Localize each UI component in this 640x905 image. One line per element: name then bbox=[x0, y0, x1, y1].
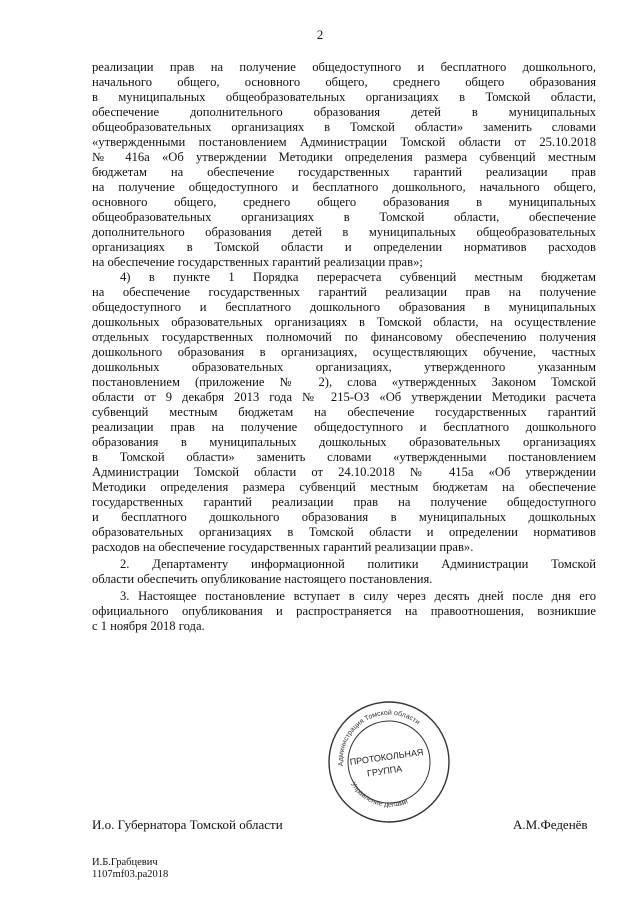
stamp-text-line2: ГРУППА bbox=[366, 763, 403, 779]
text-line: области от 9 декабря 2013 года № 215-ОЗ «Об утверждении Методики расчета bbox=[92, 390, 596, 404]
stamp-text-line1: ПРОТОКОЛЬНАЯ bbox=[349, 746, 425, 768]
text-line: дополнительного образования детей в муниципальных общеобразовательных bbox=[92, 225, 596, 239]
page-number: 2 bbox=[316, 27, 324, 42]
text-line: дошкольного образования в организациях, осуществляющих обучение, частных bbox=[92, 345, 596, 359]
text-line: области обеспечить опубликование настоящего постановления. bbox=[92, 572, 433, 586]
text-line: расходов на обеспечение государственных гарантий реализации прав». bbox=[92, 540, 474, 554]
text-line: Администрации Томской области от 24.10.2018 № 415а «Об утверждении bbox=[92, 465, 596, 479]
text-line: 3. Настоящее постановление вступает в силу через десять дней после дня его bbox=[120, 589, 596, 603]
text-line: начального общего, основного общего, среднего общего образования bbox=[92, 75, 596, 89]
text-line: 2. Департаменту информационной политики Администрации Томской bbox=[120, 557, 596, 571]
text-line: организациях в Томской области и определении нормативов расходов bbox=[92, 240, 596, 254]
text-line: реализации прав на получение общедоступного и бесплатного дошкольного bbox=[92, 420, 596, 434]
text-line: обеспечение дополнительного образования детей в муниципальных bbox=[92, 105, 596, 119]
text-line: основного общего, среднего общего образования в муниципальных bbox=[92, 195, 596, 209]
text-line: 4) в пункте 1 Порядка перерасчета субвенций местным бюджетам bbox=[120, 270, 596, 284]
text-line: бюджетам на обеспечение государственных гарантий реализации прав bbox=[92, 165, 596, 179]
stamp-ring-bottom: Управление делами bbox=[349, 781, 409, 809]
signatory-position: И.о. Губернатора Томской области bbox=[92, 817, 283, 832]
executor-block bbox=[92, 857, 168, 881]
stamp-ring-top: Администрация Томской области bbox=[337, 709, 421, 767]
text-line: общеобразовательных организациях в Томской области, обеспечение bbox=[92, 210, 596, 224]
text-line: образовательных организациях в Томской области и определении нормативов bbox=[92, 525, 596, 539]
text-line: и бесплатного дошкольного образования в муниципальных дошкольных bbox=[92, 510, 596, 524]
text-line: на обеспечение государственных гарантий реализации прав на получение bbox=[92, 285, 596, 299]
text-line: реализации прав на получение общедоступного и бесплатного дошкольного, bbox=[92, 60, 596, 74]
text-line: официального опубликования и распространяется на правоотношения, возникшие bbox=[92, 604, 596, 618]
text-line: субвенций местным бюджетам на обеспечение государственных гарантий bbox=[92, 405, 596, 419]
stamp-seal bbox=[323, 696, 453, 826]
signatory-name: А.М.Феденёв bbox=[513, 817, 588, 832]
text-line: Методики определения размера субвенций местным бюджетам на обеспечение bbox=[92, 480, 596, 494]
text-line: общеобразовательных организациях в Томской области» заменить словами bbox=[92, 120, 596, 134]
svg-text:Управление делами bbox=[349, 781, 409, 808]
text-line: в Томской области» заменить словами «утвержденными постановлением bbox=[92, 450, 596, 464]
executor-name: И.Б.Грабцевич bbox=[92, 857, 158, 868]
text-line: отдельных государственных полномочий по финансовому обеспечению получения bbox=[92, 330, 596, 344]
text-line: дошкольных образовательных организациях, утвержденного указанным bbox=[92, 360, 596, 374]
text-line: общедоступного и бесплатного дошкольного образования в муниципальных bbox=[92, 300, 596, 314]
text-line: в муниципальных общеобразовательных организациях в Томской области, bbox=[92, 90, 596, 104]
text-line: № 416а «Об утверждении Методики определения размера субвенций местным bbox=[92, 150, 596, 164]
text-line: на получение общедоступного и бесплатного дошкольного, начального общего, bbox=[92, 180, 596, 194]
text-line: государственных гарантий реализации прав на получение общедоступного bbox=[92, 495, 596, 509]
text-line: постановлением (приложение № 2), слова «утвержденных Законом Томской bbox=[92, 375, 596, 389]
text-line: с 1 ноября 2018 года. bbox=[92, 619, 205, 633]
text-line: образования в муниципальных дошкольных образовательных организациях bbox=[92, 435, 596, 449]
text-line: «утвержденными постановлением Администрации Томской области от 25.10.2018 bbox=[92, 135, 596, 149]
document-code: 1107mf03.ра2018 bbox=[92, 869, 169, 880]
text-line: на обеспечение государственных гарантий реализации прав»; bbox=[92, 255, 423, 269]
text-line: дошкольных образовательных организациях в Томской области, на осуществление bbox=[92, 315, 596, 329]
